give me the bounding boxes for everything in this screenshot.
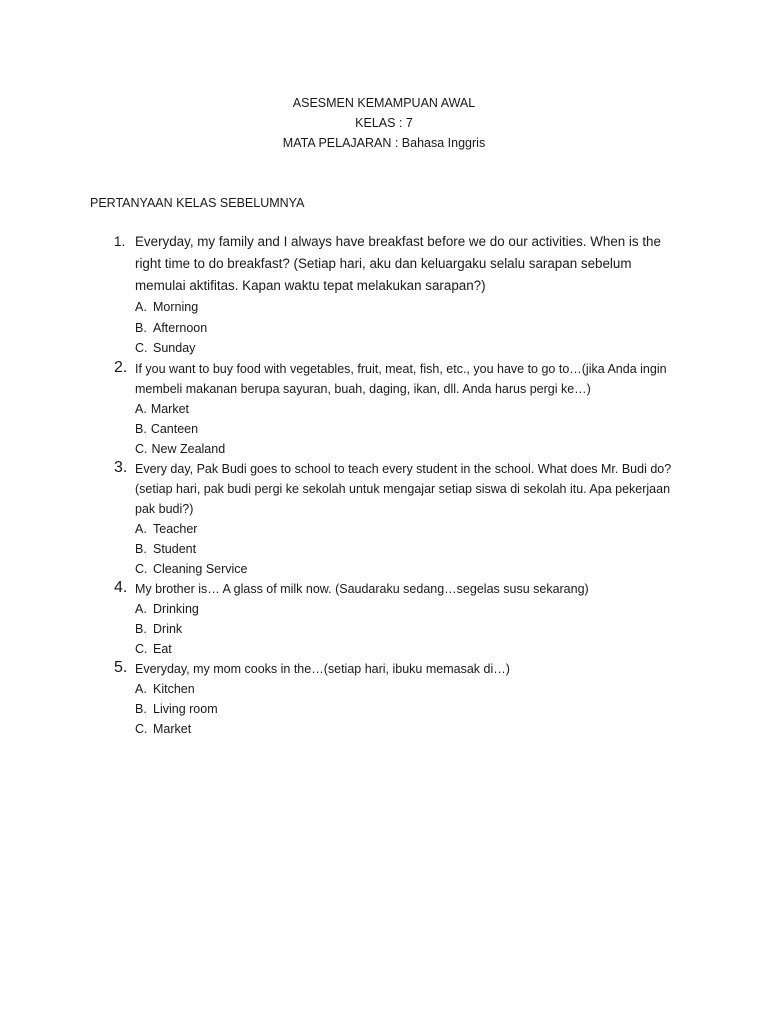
subject-label: MATA PELAJARAN : Bahasa Inggris xyxy=(282,136,486,150)
option-c xyxy=(135,639,682,659)
option-text: Drinking xyxy=(153,601,199,616)
question-line: membeli makanan berupa sayuran, buah, daging, ikan, dll. Anda harus pergi ke…) xyxy=(135,381,591,396)
option-letter: A. xyxy=(135,681,147,696)
option-text: Morning xyxy=(153,300,199,314)
option-letter: C. xyxy=(135,641,148,656)
option-a xyxy=(135,519,682,539)
question-line: Everyday, my family and I always have breakfast before we do our activities. When is the xyxy=(135,234,661,249)
option-list xyxy=(135,599,682,659)
question-list xyxy=(107,231,682,739)
option-letter: C. xyxy=(135,341,148,355)
option-letter: B. xyxy=(135,320,147,335)
option-a xyxy=(135,679,682,699)
option-letter: B. xyxy=(135,621,147,636)
option-text: Afternoon xyxy=(153,320,208,335)
option-letter: A. xyxy=(135,521,147,536)
option-a xyxy=(135,297,682,318)
option-text: Drink xyxy=(153,621,183,636)
question-text xyxy=(135,359,682,399)
option-list xyxy=(135,297,682,359)
question-number: 1. xyxy=(114,234,126,249)
option-b xyxy=(135,419,682,439)
question-line: If you want to buy food with vegetables, fruit, meat, fish, etc., you have to go to…(jika Anda ingin xyxy=(135,361,667,376)
document-title: ASESMEN KEMAMPUAN AWAL xyxy=(292,96,476,110)
option-text: Eat xyxy=(153,641,172,656)
option-c xyxy=(135,559,682,579)
option-text: Market xyxy=(153,721,192,736)
option-text: Cleaning Service xyxy=(153,561,248,576)
question-text xyxy=(135,659,682,679)
option-list xyxy=(135,399,682,459)
question-number: 2. xyxy=(114,358,128,376)
option-list xyxy=(135,679,682,739)
option-text: New Zealand xyxy=(151,441,226,456)
question-line: memulai aktifitas. Kapan waktu tepat melakukan sarapan?) xyxy=(135,278,486,293)
option-text: Canteen xyxy=(150,421,199,436)
question-4 xyxy=(107,579,682,659)
option-b xyxy=(135,699,682,719)
option-letter: B. xyxy=(135,421,147,436)
option-text: Kitchen xyxy=(153,681,195,696)
option-a xyxy=(135,399,682,419)
section-title: PERTANYAAN KELAS SEBELUMNYA xyxy=(90,196,305,210)
question-number: 3. xyxy=(114,458,128,476)
option-letter: C. xyxy=(135,561,148,576)
question-line: right time to do breakfast? (Setiap hari, aku dan keluargaku selalu sarapan sebelum xyxy=(135,256,632,271)
question-line: (setiap hari, pak budi pergi ke sekolah untuk mengajar setiap siswa di sekolah itu. Apa pekerjaan xyxy=(135,481,671,496)
question-text xyxy=(135,459,682,519)
option-text: Teacher xyxy=(153,521,198,536)
option-letter: A. xyxy=(135,401,147,416)
question-number: 4. xyxy=(114,578,128,596)
question-3 xyxy=(107,459,682,579)
class-label: KELAS : 7 xyxy=(355,116,413,130)
question-1 xyxy=(107,231,682,359)
option-b xyxy=(135,619,682,639)
question-line: Everyday, my mom cooks in the…(setiap hari, ibuku memasak di…) xyxy=(135,661,510,676)
question-line: pak budi?) xyxy=(135,501,194,516)
option-text: Living room xyxy=(153,701,218,716)
option-b xyxy=(135,539,682,559)
document-header xyxy=(0,93,768,153)
option-text: Student xyxy=(153,541,197,556)
question-number: 5. xyxy=(114,658,128,676)
question-5 xyxy=(107,659,682,739)
question-line: Every day, Pak Budi goes to school to teach every student in the school. What does Mr. Budi do? xyxy=(135,461,672,476)
question-2 xyxy=(107,359,682,459)
question-line: My brother is… A glass of milk now. (Saudaraku sedang…segelas susu sekarang) xyxy=(135,581,589,596)
option-c xyxy=(135,439,682,459)
option-letter: A. xyxy=(135,300,147,314)
option-list xyxy=(135,519,682,579)
option-letter: B. xyxy=(135,701,147,716)
option-a xyxy=(135,599,682,619)
option-text: Sunday xyxy=(153,341,196,355)
option-c xyxy=(135,338,682,359)
option-letter: C. xyxy=(135,721,148,736)
option-letter: B. xyxy=(135,541,147,556)
option-letter: C. xyxy=(135,441,148,456)
question-text xyxy=(135,231,682,297)
option-b xyxy=(135,318,682,339)
option-c xyxy=(135,719,682,739)
question-text xyxy=(135,579,682,599)
option-letter: A. xyxy=(135,601,147,616)
option-text: Market xyxy=(150,401,190,416)
